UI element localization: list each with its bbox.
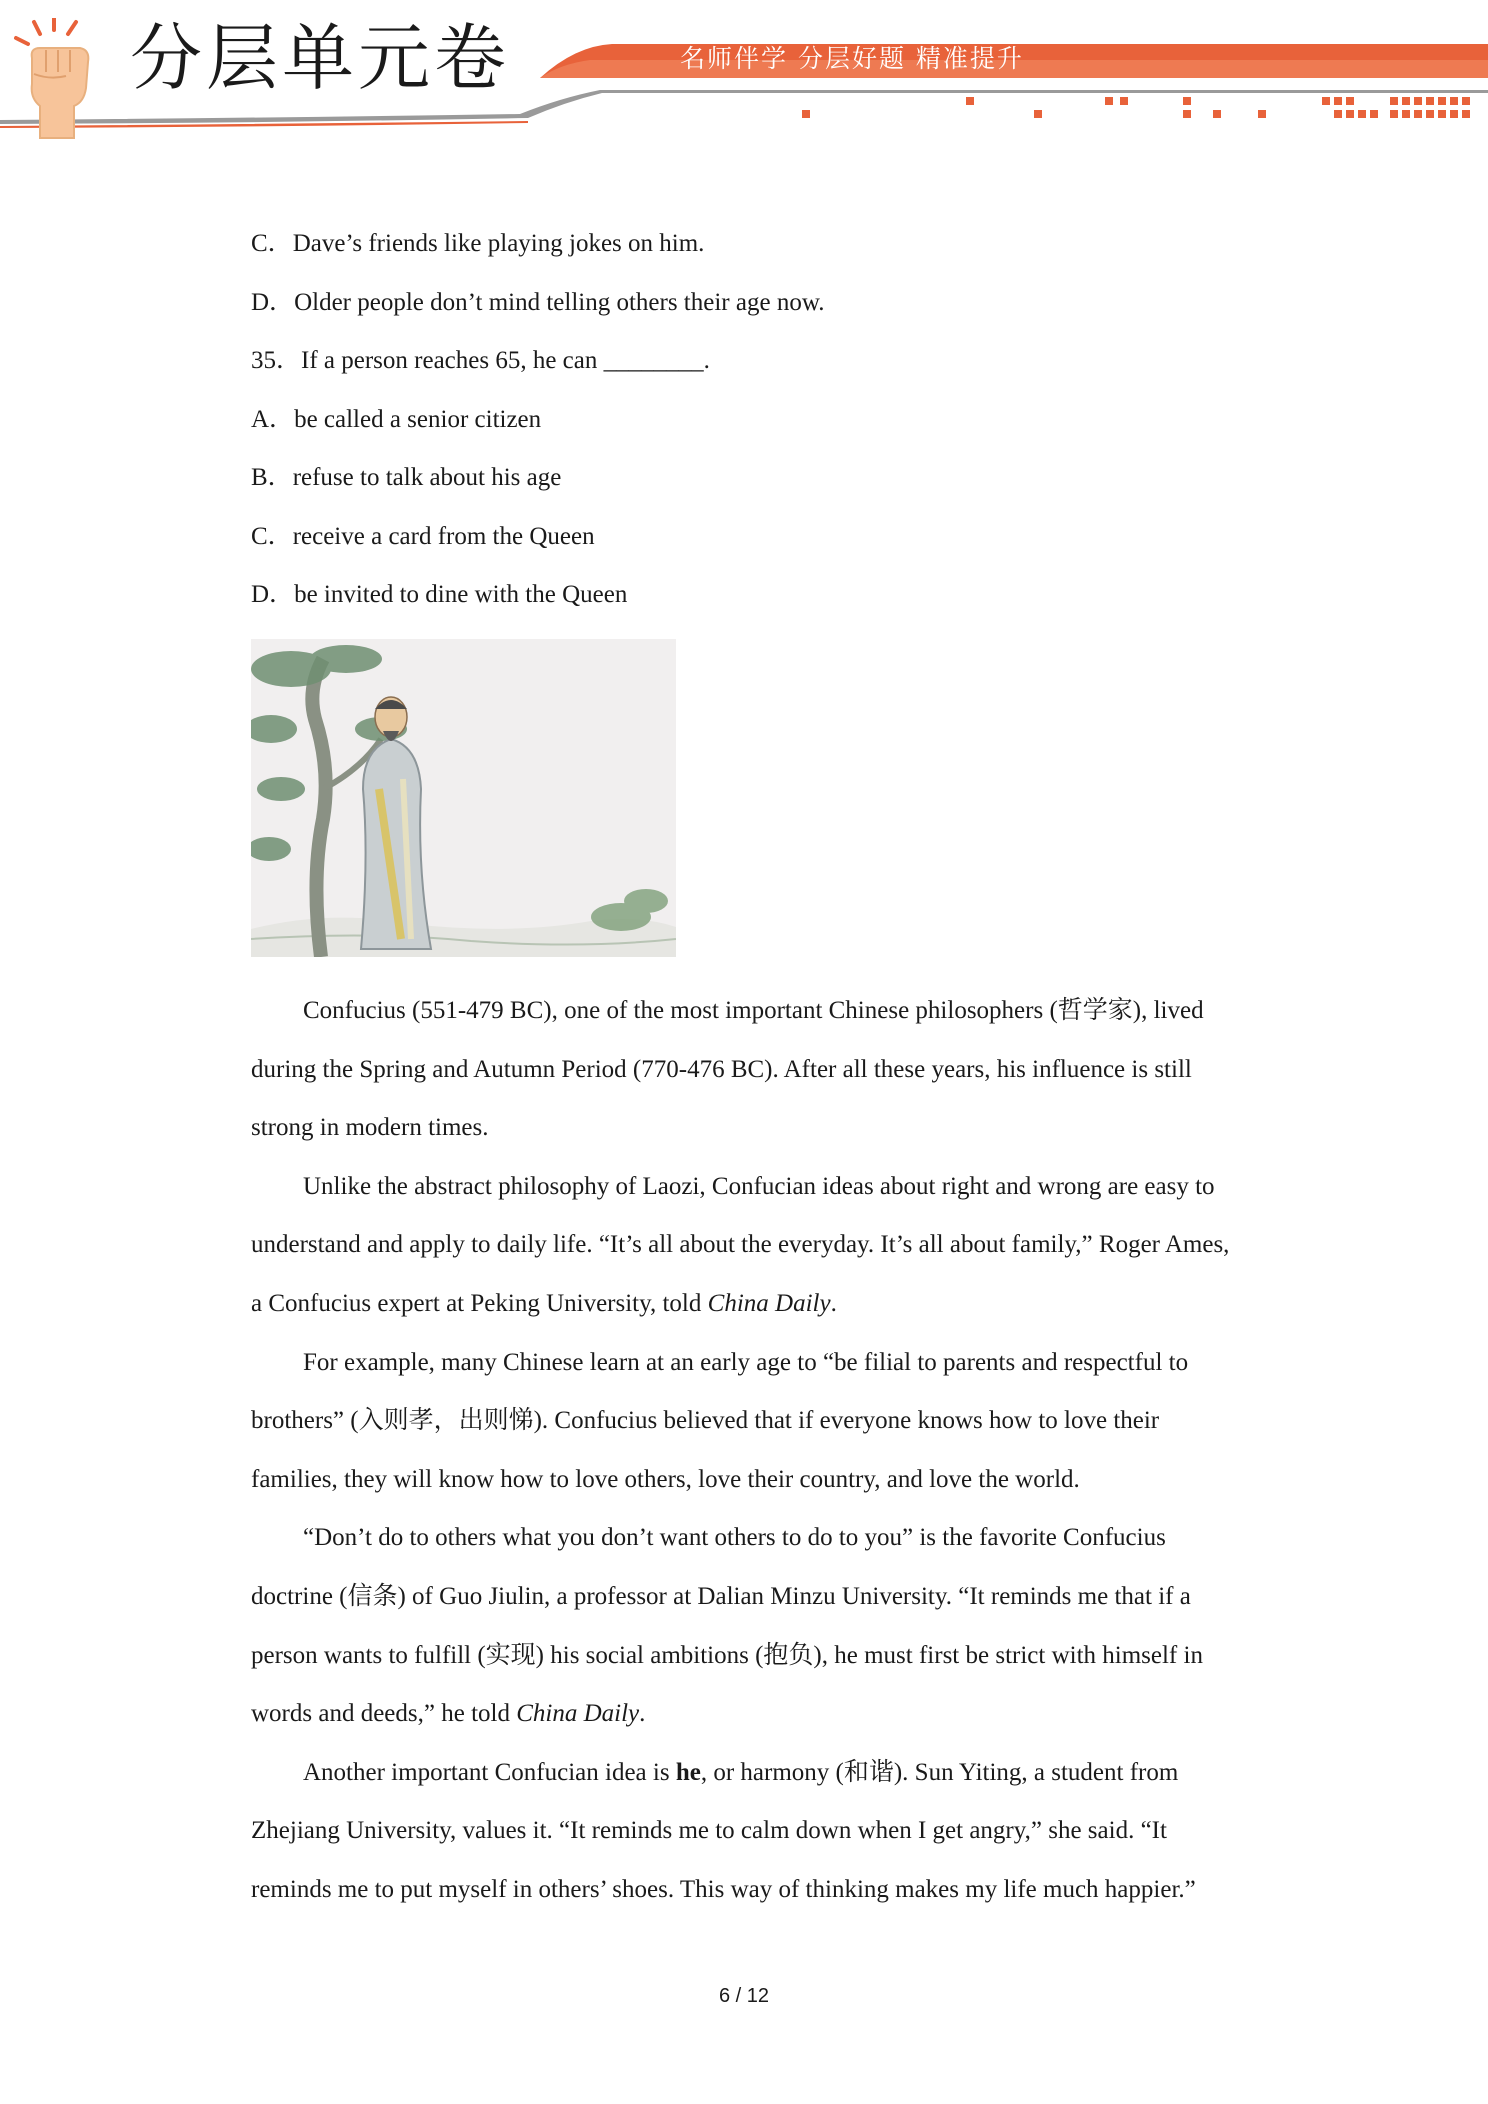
- passage-paragraph-5: [251, 1744, 1241, 1920]
- paragraph-text: Unlike the abstract philosophy of Laozi, Confucian ideas about right and wrong are easy to understand and apply to daily life. “It’s all about the everyday. It’s all about family,” Roger Ames, a Confucius expert at Peking University, told: [251, 1172, 1230, 1317]
- option-text: receive a card from the Queen: [292, 522, 595, 550]
- passage-paragraph-3: For example, many Chinese learn at an early age to “be filial to parents and respectful to brothers” (入则孝，出则悌). Confucius believed that if everyone knows how to love their families, they will know how to love others, love their country, and love the world.: [251, 1348, 1189, 1493]
- option-label: B．: [251, 464, 293, 491]
- passage-paragraph-2: [251, 1158, 1241, 1334]
- paragraph-text: , or harmony (和谐). Sun Yiting, a student from Zhejiang University, values it. “It reminds me to calm down when I get angry,” she said. “It reminds me to put myself in others’ shoes. This way of thinking makes my life much happier.”: [251, 1758, 1196, 1903]
- raised-fist-icon: [10, 18, 102, 142]
- q34-option-d: [251, 283, 1241, 342]
- key-term: he: [675, 1758, 701, 1786]
- paragraph-text: .: [639, 1700, 646, 1728]
- q35-option-b: [251, 458, 1241, 517]
- q35-option-a: [251, 400, 1241, 459]
- newspaper-title: China Daily: [516, 1700, 640, 1728]
- option-label: C．: [251, 230, 293, 257]
- page-header: [0, 0, 1488, 150]
- question-block: [251, 224, 1241, 634]
- confucius-illustration: [251, 639, 676, 957]
- reading-passage: [251, 982, 1241, 1920]
- option-text: refuse to talk about his age: [292, 464, 562, 491]
- brand-title: 分层单元卷: [130, 16, 511, 100]
- page-number: 6 / 12: [718, 1985, 770, 2007]
- option-label: A．: [251, 405, 295, 433]
- q35-option-c: [251, 517, 1241, 576]
- header-slogan: 名师伴学 分层好题 精准提升: [680, 44, 1024, 73]
- paragraph-text: .: [830, 1289, 837, 1317]
- q35-stem: 35．If a person reaches 65, he can ________.: [251, 347, 710, 374]
- q34-option-c: [251, 224, 1241, 283]
- option-text: be called a senior citizen: [294, 405, 542, 433]
- option-label: D．: [251, 288, 295, 316]
- paragraph-text: Another important Confucian idea is: [303, 1758, 676, 1786]
- option-label: C．: [251, 522, 293, 550]
- q35-option-d: [251, 575, 1241, 634]
- newspaper-title: China Daily: [707, 1289, 831, 1317]
- passage-paragraph-1: Confucius (551-479 BC), one of the most important Chinese philosophers (哲学家), lived during the Spring and Autumn Period (770-476 BC). After all these years, his influence is still strong in modern times.: [251, 997, 1204, 1142]
- option-text: Dave’s friends like playing jokes on him.: [292, 230, 705, 257]
- passage-paragraph-4: [251, 1509, 1241, 1743]
- option-label: D．: [251, 581, 295, 608]
- option-text: be invited to dine with the Queen: [294, 581, 628, 608]
- paragraph-text: “Don’t do to others what you don’t want others to do to you” is the favorite Confucius doctrine (信条) of Guo Jiulin, a professor at Dalian Minzu University. “It reminds me that if a person wants to fulfill (实现) his social ambitions (抱负), he must first be strict with himself in words and deeds,” he told: [251, 1524, 1203, 1728]
- option-text: Older people don’t mind telling others their age now.: [294, 288, 825, 316]
